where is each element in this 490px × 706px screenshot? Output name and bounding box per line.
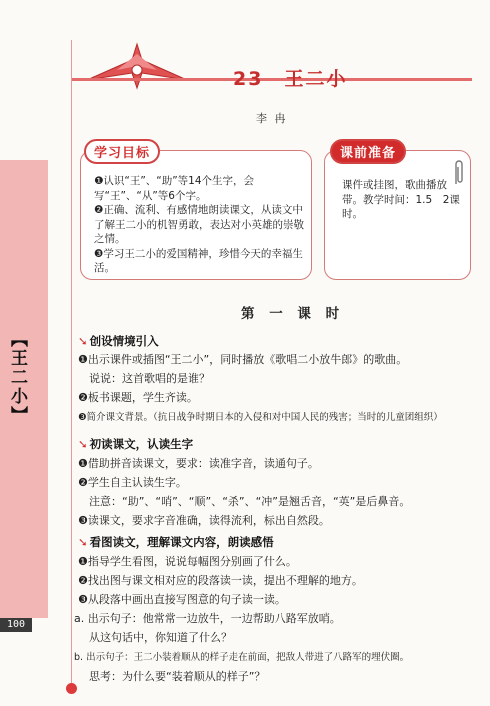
goals-tag: 学习目标 — [84, 139, 160, 164]
lesson-author: 李 冉 — [256, 112, 288, 125]
section-line: ❸读课文，要求字音准确，读得流利，标出自然段。 — [78, 514, 330, 527]
margin-line — [71, 40, 72, 690]
page-number: 100 — [0, 618, 32, 632]
section-line: ❷板书课题，学生齐读。 — [78, 391, 198, 404]
prep-tag: 课前准备 — [330, 139, 406, 164]
section-line: ❷找出图与课文相对应的段落读一读，提出不理解的地方。 — [78, 574, 363, 587]
section-line: b. 出示句子：王二小装着顺从的样子走在前面，把敌人带进了八路军的埋伏圈。 — [74, 652, 410, 663]
section-line: ❸简介课文背景。（抗日战争时期日本的入侵和对中国人民的残害；当时的儿童团组织） — [78, 412, 443, 423]
goal-item: ❸学习王二小的爱国精神，珍惜今天的幸福生活。 — [94, 247, 303, 274]
goal-item: ❶认识“王”、“助”等14个生字，会写“王”、“从”等6个字。 — [94, 175, 255, 202]
goal-item: ❷正确、流利、有感情地朗读课文，从读文中了解王二小的机智勇敢，表达对小英雄的崇敬之情。 — [94, 204, 304, 245]
section-line: a. 出示句子：他常常一边放牛，一边帮助八路军放哨。 — [74, 612, 341, 625]
section-line: ❶指导学生看图，说说每幅图分别画了什么。 — [78, 555, 297, 568]
section-line: 注意：“助”、“哨”、“顺”、“杀”、“冲”是翘舌音，“英”是后鼻音。 — [78, 495, 411, 508]
section-heading: ➘ 创设情境引入 — [78, 334, 159, 348]
lesson-emblem-icon — [82, 40, 192, 92]
section-line: 从这句话中，你知道了什么？ — [78, 631, 232, 644]
section-line: ❷学生自主认读生字。 — [78, 476, 187, 489]
section-line: ❸从段落中画出直接写图意的句子读一读。 — [78, 593, 286, 606]
section-heading: ➘ 看图读文，理解课文内容，朗读感悟 — [78, 535, 274, 549]
section-heading: ➘ 初读课文，认读生字 — [78, 437, 194, 451]
section-line: 思考：为什么要“装着顺从的样子”？ — [78, 670, 266, 683]
margin-dot — [66, 683, 77, 694]
section-line: ❶借助拼音读课文，要求：读准字音，读通句子。 — [78, 457, 319, 470]
sidebar-lesson-label: 【王二小】 — [7, 330, 27, 425]
arrow-icon: ➘ — [78, 334, 88, 348]
arrow-icon: ➘ — [78, 535, 88, 549]
lesson-title: 23 王二小 — [233, 68, 348, 90]
arrow-icon: ➘ — [78, 437, 88, 451]
prep-text: 课件或挂图，歌曲播放带。教学时间：1.5 2课时。 — [342, 179, 460, 220]
section-line: 说说：这首歌唱的是谁？ — [78, 372, 210, 385]
lesson-period-heading: 第 一 课 时 — [241, 306, 345, 322]
section-line: ❶出示课件或插图“王二小”，同时播放《歌唱二小放牛郎》的歌曲。 — [78, 353, 408, 366]
goals-list — [94, 174, 304, 276]
